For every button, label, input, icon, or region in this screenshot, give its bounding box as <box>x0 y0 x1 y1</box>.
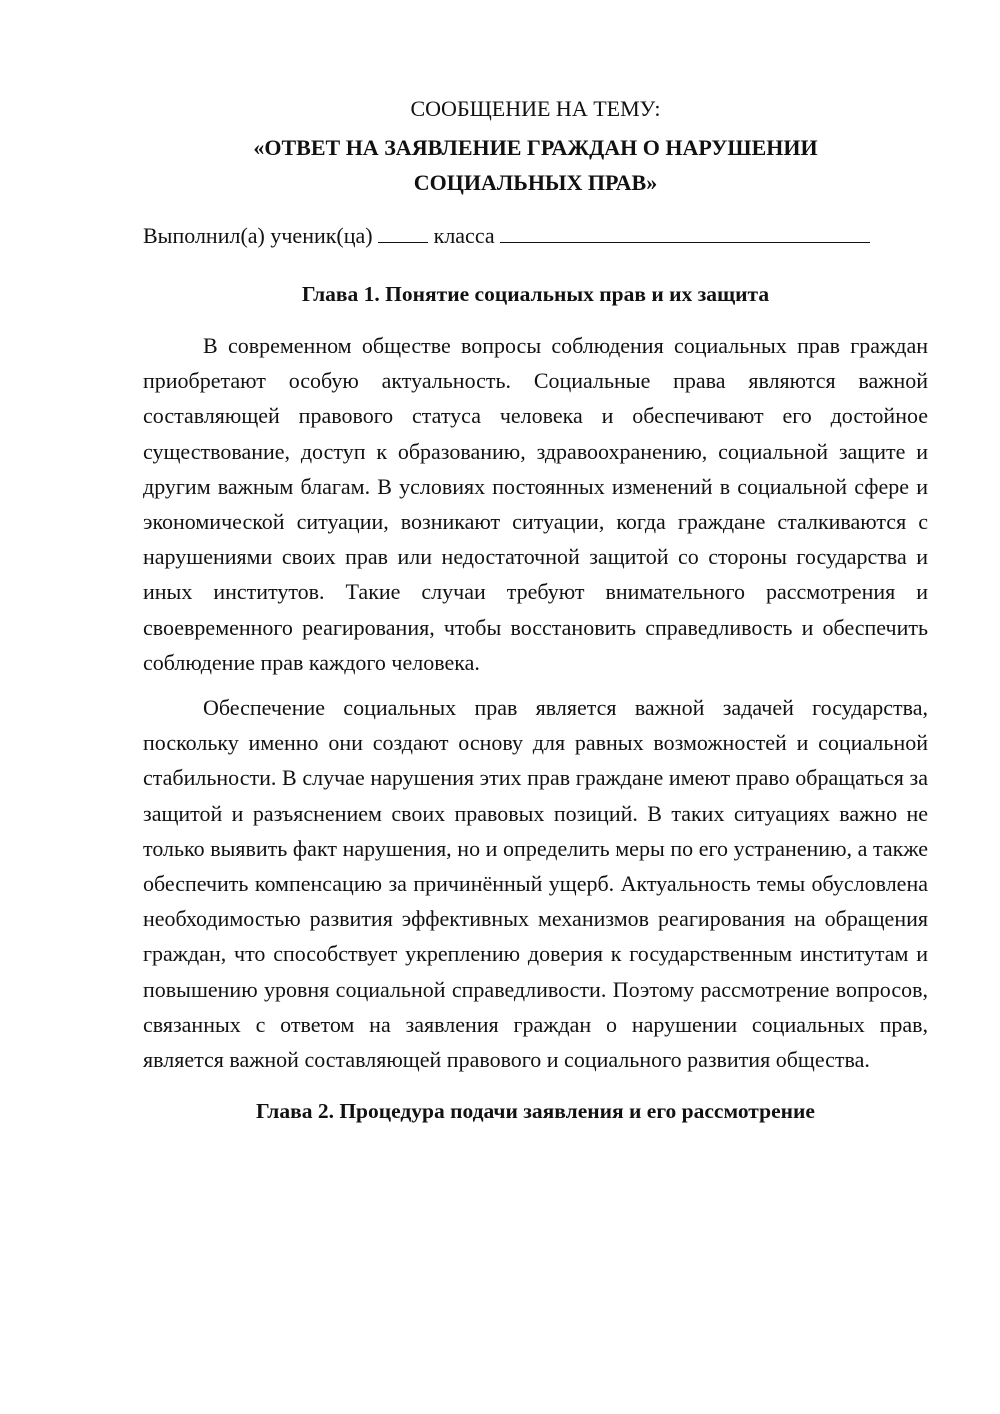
document-content <box>143 92 928 1127</box>
chapter-1-paragraph-2: Обеспечение социальных прав является важной задачей государства, поскольку именно они создают основу для равных возможностей и социальной стабильности. В случае нарушения этих прав граждане имеют право обращаться за защитой и разъяснением своих правовых позиций. В таких ситуациях важно не только выявить факт нарушения, но и определить меры по его устранению, а также обеспечить компенсацию за причинённый ущерб. Актуальность темы обусловлена необходимостью развития эффективных механизмов реагирования на обращения граждан, что способствует укреплению доверия к государственным институтам и повышению уровня социальной справедливости. Поэтому рассмотрение вопросов, связанных с ответом на заявления граждан о нарушении социальных прав, является важной составляющей правового и социального развития общества. <box>143 695 928 1073</box>
document-title: «ОТВЕТ НА ЗАЯВЛЕНИЕ ГРАЖДАН О НАРУШЕНИИ СОЦИАЛЬНЫХ ПРАВ» <box>253 135 818 195</box>
document-label: СООБЩЕНИЕ НА ТЕМУ: <box>410 96 661 121</box>
author-middle: класса <box>433 223 495 248</box>
chapter-2-heading: Глава 2. Процедура подачи заявления и его рассмотрение <box>256 1099 815 1124</box>
author-prefix: Выполнил(а) ученик(ца) <box>143 223 373 248</box>
chapter-1-heading: Глава 1. Понятие социальных прав и их защита <box>301 282 770 306</box>
author-line <box>143 220 928 252</box>
name-blank-field[interactable] <box>500 224 870 243</box>
class-blank-field[interactable] <box>378 224 428 243</box>
chapter-1-paragraph-1: В современном обществе вопросы соблюдения социальных прав граждан приобретают особую актуальность. Социальные права являются важной составляющей правового статуса человека и обеспечивают его достойное существование, доступ к образованию, здравоохранению, социальной защите и другим важным благам. В условиях постоянных изменений в социальной сфере и экономической ситуации, возникают ситуации, когда граждане сталкиваются с нарушениями своих прав или недостаточной защитой со стороны государства и иных институтов. Такие случаи требуют внимательного рассмотрения и своевременного реагирования, чтобы восстановить справедливость и обеспечить соблюдение прав каждого человека. <box>143 333 928 675</box>
